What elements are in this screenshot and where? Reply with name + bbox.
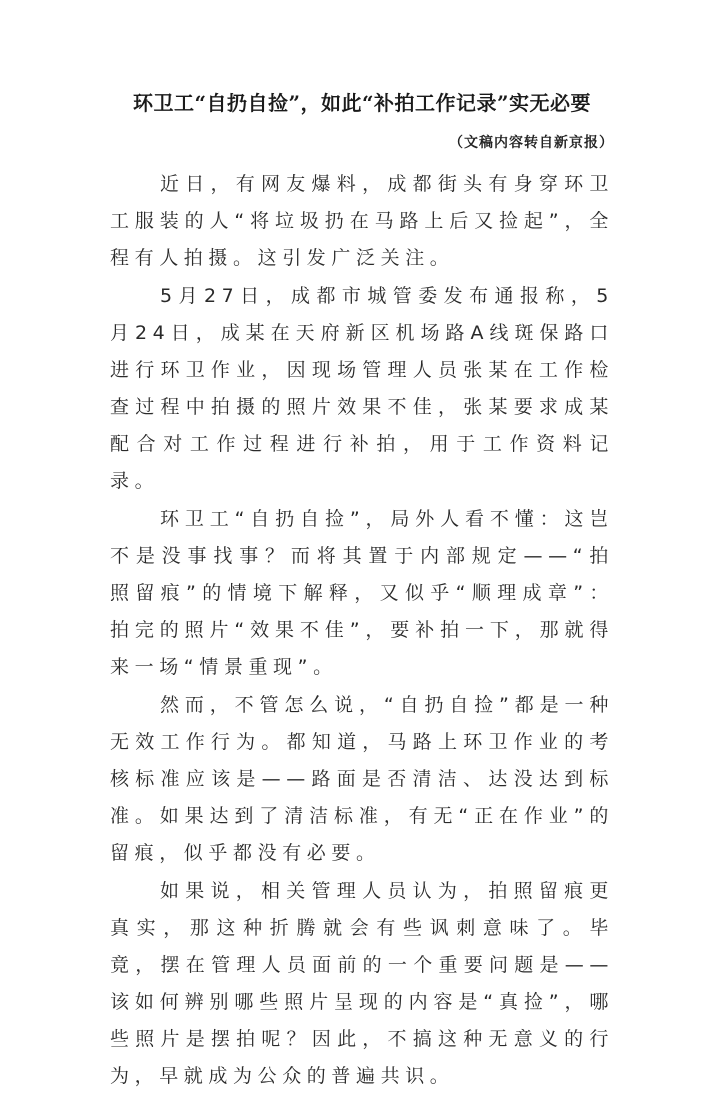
paragraph-3: 环卫工“自扔自捡”，局外人看不懂：这岂不是没事找事？而将其置于内部规定——“拍照留痕”的情境下解释，又似乎“顺理成章”：拍完的照片“效果不佳”，要补拍一下，那就得来一场“情景重现”。 bbox=[110, 508, 614, 678]
paragraph-2: 5月27日，成都市城管委发布通报称，5月24日，成某在天府新区机场路A线斑保路口进行环卫作业，因现场管理人员张某在工作检查过程中拍摄的照片效果不佳，张某要求成某配合对工作过程进行补拍，用于工作资料记录。 bbox=[110, 285, 614, 492]
paragraph-5: 如果说，相关管理人员认为，拍照留痕更真实，那这种折腾就会有些讽刺意味了。毕竟，摆在管理人员面前的一个重要问题是——该如何辨别哪些照片呈现的内容是“真捡”，哪些照片是摆拍呢？因此，不搞这种无意义的行为，早就成为公众的普遍共识。 bbox=[110, 880, 614, 1087]
article-body bbox=[110, 166, 614, 1096]
article-source: （文稿内容转自新京报） bbox=[449, 135, 614, 151]
paragraph-4: 然而，不管怎么说，“自扔自捡”都是一种无效工作行为。都知道，马路上环卫作业的考核标准应该是——路面是否清洁、达没达到标准。如果达到了清洁标准，有无“正在作业”的留痕，似乎都没有必要。 bbox=[110, 694, 614, 864]
article-title: 环卫工“自扔自捡”，如此“补拍工作记录”实无必要 bbox=[132, 91, 591, 115]
paragraph-1: 近日，有网友爆料，成都街头有身穿环卫工服装的人“将垃圾扔在马路上后又捡起”，全程有人拍摄。这引发广泛关注。 bbox=[110, 173, 614, 269]
